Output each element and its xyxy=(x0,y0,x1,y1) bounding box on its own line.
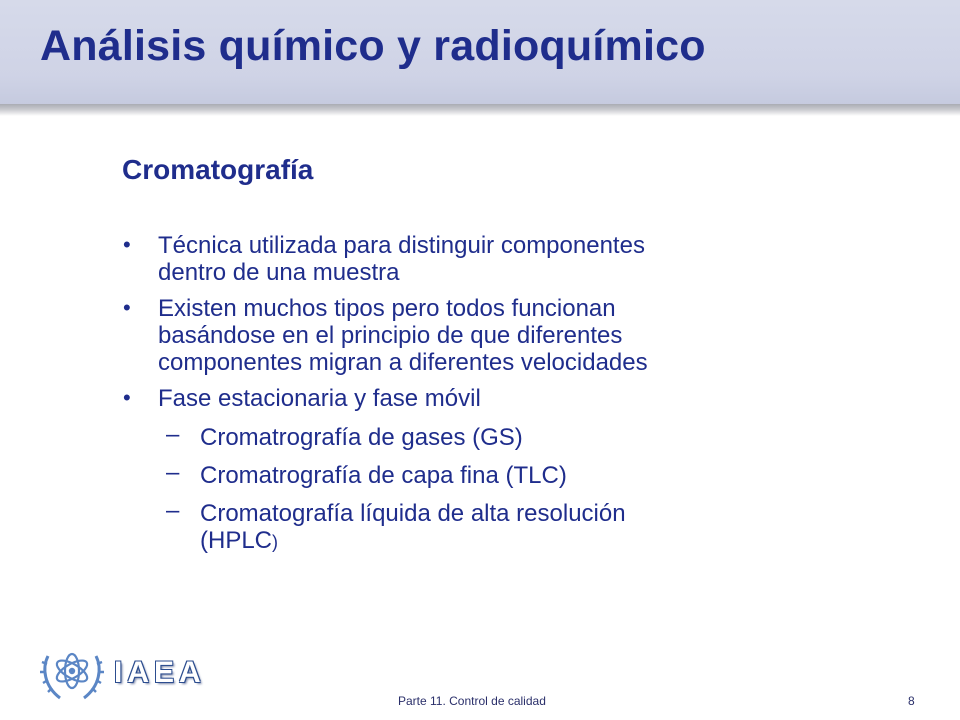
bullet-item xyxy=(122,295,842,376)
bullet-marker: • xyxy=(123,295,131,320)
bullet-item xyxy=(122,385,842,412)
bullet-text-line: Existen muchos tipos pero todos funcionan xyxy=(158,295,616,322)
brand-wordmark: IAEA xyxy=(114,656,206,689)
footer-text: Parte 11. Control de calidad xyxy=(398,694,546,708)
sub-bullet-item xyxy=(122,459,842,489)
bullet-marker: • xyxy=(123,385,131,410)
page-number: 8 xyxy=(908,694,915,708)
bullet-marker: • xyxy=(123,232,131,257)
iaea-emblem-icon xyxy=(38,638,106,706)
bullet-list xyxy=(122,232,842,567)
bullet-text-line: basándose en el principio de que diferentes xyxy=(158,322,623,349)
closing-paren: ) xyxy=(272,532,279,552)
bullet-text-line: Fase estacionaria y fase móvil xyxy=(158,385,481,412)
header-shadow xyxy=(0,104,960,116)
bullet-item xyxy=(122,232,842,286)
sub-bullet-text-line: (HPLC xyxy=(200,527,273,554)
slide-title: Análisis químico y radioquímico xyxy=(40,22,706,70)
bullet-text-line: dentro de una muestra xyxy=(158,259,400,286)
section-subtitle: Cromatografía xyxy=(122,154,314,185)
dash-marker: – xyxy=(166,459,180,486)
bullet-text-line: Técnica utilizada para distinguir componentes xyxy=(158,232,645,259)
dash-marker: – xyxy=(166,421,180,448)
dash-marker: – xyxy=(166,497,180,524)
sub-bullet-text-line: Cromatrografía de capa fina (TLC) xyxy=(200,462,567,489)
bullet-text-line: componentes migran a diferentes velocidades xyxy=(158,349,648,376)
sub-bullet-item xyxy=(122,421,842,451)
sub-bullet-text-line: Cromatrografía de gases (GS) xyxy=(200,424,523,451)
sub-bullet-item xyxy=(122,497,842,556)
sub-bullet-text-line: Cromatografía líquida de alta resolución xyxy=(200,500,626,527)
